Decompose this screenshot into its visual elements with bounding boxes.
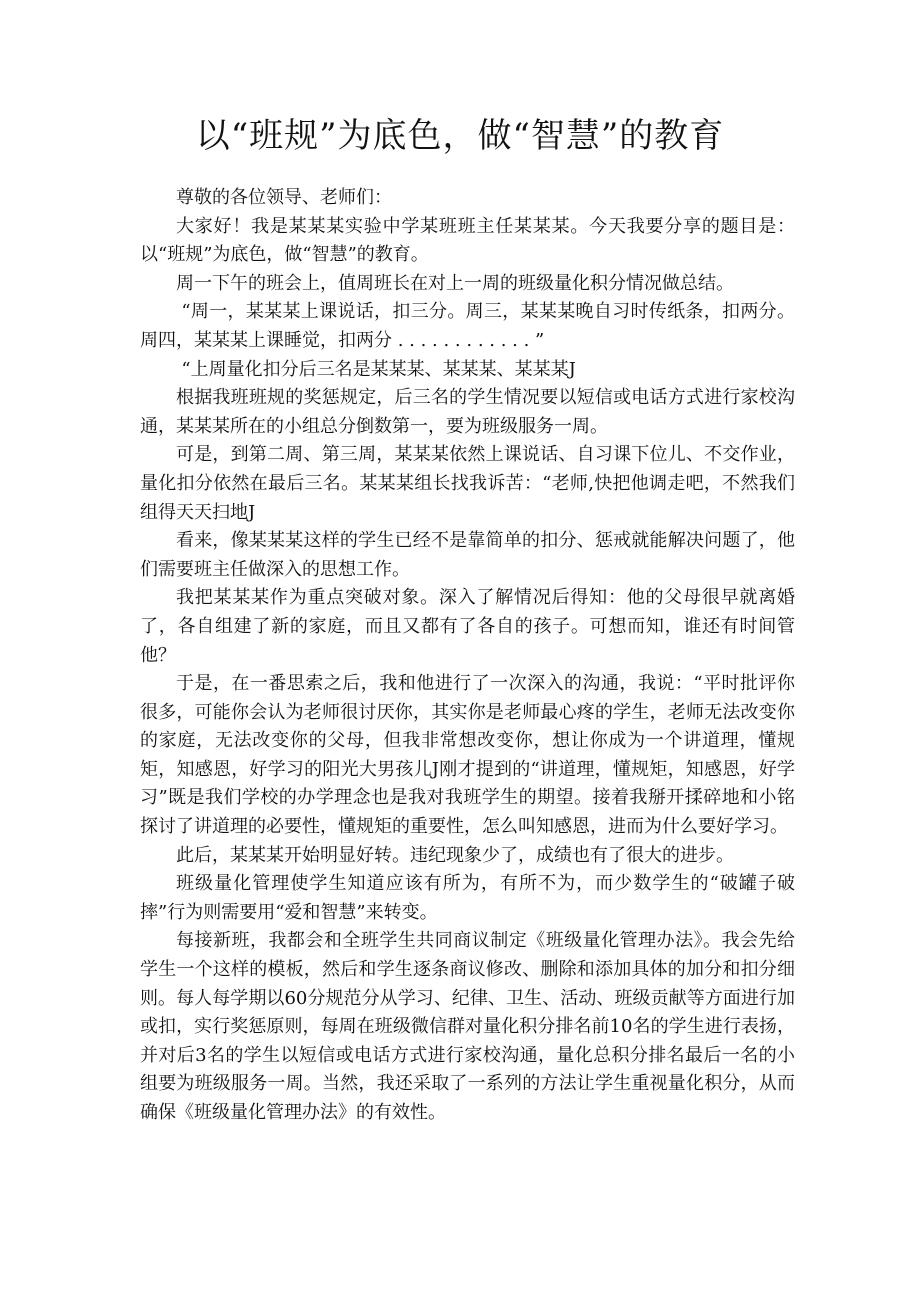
paragraph-complaint: 可是，到第二周、第三周，某某某依然上课说话、自习课下位儿、不交作业，量化扣分依然在最后三名。某某某组长找我诉苦：“老师,快把他调走吧，不然我们组得天天扫地J bbox=[140, 444, 795, 523]
paragraph-class-meeting: 周一下午的班会上，值周班长在对上一周的班级量化积分情况做总结。 bbox=[176, 272, 734, 294]
document-title: 以“班规”为底色，做“智慧”的教育 bbox=[195, 116, 725, 156]
paragraph-deep-work: 看来，像某某某这样的学生已经不是靠简单的扣分、惩戒就能解决问题了，他们需要班主任做深入的思想工作。 bbox=[140, 530, 795, 580]
document-body bbox=[140, 184, 795, 1128]
paragraph-deduction-report: “周一，某某某上课说话，扣三分。周三，某某某晚自习时传纸条，扣两分。周四，某某某上课睡觉，扣两分 . . . . . . . . . . . . ” bbox=[140, 301, 795, 351]
paragraph-class-rules: 根据我班班规的奖惩规定，后三名的学生情况要以短信或电话方式进行家校沟通，某某某所在的小组总分倒数第一，要为班级服务一周。 bbox=[140, 387, 795, 437]
paragraph-breakthrough: 我把某某某作为重点突破对象。深入了解情况后得知：他的父母很早就离婚了，各自组建了新的家庭，而且又都有了各自的孩子。可想而知，谁还有时间管他？ bbox=[140, 587, 795, 666]
paragraph-intro: 大家好！我是某某某实验中学某班班主任某某某。今天我要分享的题目是：以“班规”为底色，做“智慧”的教育。 bbox=[140, 215, 795, 266]
paragraph-improvement: 此后，某某某开始明显好转。违纪现象少了，成绩也有了很大的进步。 bbox=[176, 844, 734, 866]
paragraph-bottom-three: “上周量化扣分后三名是某某某、某某某、某某某J bbox=[181, 358, 576, 380]
paragraph-management: 班级量化管理使学生知道应该有所为，有所不为，而少数学生的“破罐子破摔”行为则需要用“爱和智慧”来转变。 bbox=[140, 873, 795, 923]
paragraph-greeting: 尊敬的各位领导、老师们： bbox=[176, 187, 392, 208]
paragraph-method: 每接新班，我都会和全班学生共同商议制定《班级量化管理办法》。我会先给学生一个这样的模板，然后和学生逐条商议修改、删除和添加具体的加分和扣分细则。每人每学期以60分规范分从学习、纪律、卫生、活动、班级贡献等方面进行加或扣，实行奖惩原则，每周在班级微信群对量化积分排名前10名的学生进行表扬，并对后3名的学生以短信或电话方式进行家校沟通，量化总积分排名最后一名的小组要为班级服务一周。当然，我还采取了一系列的方法让学生重视量化积分，从而确保《班级量化管理办法》的有效性。 bbox=[140, 930, 795, 1123]
paragraph-conversation: 于是，在一番思索之后，我和他进行了一次深入的沟通，我说：“平时批评你很多，可能你会认为老师很讨厌你，其实你是老师最心疼的学生，老师无法改变你的家庭，无法改变你的父母，但我非常想改变你，想让你成为一个讲道理，懂规矩，知感恩，好学习的阳光大男孩儿J刚才提到的“讲道理，懂规矩，知感恩，好学习”既是我们学校的办学理念也是我对我班学生的期望。接着我掰开揉碎地和小铭探讨了讲道理的必要性，懂规矩的重要性，怎么叫知感恩，进而为什么要好学习。 bbox=[140, 673, 795, 838]
